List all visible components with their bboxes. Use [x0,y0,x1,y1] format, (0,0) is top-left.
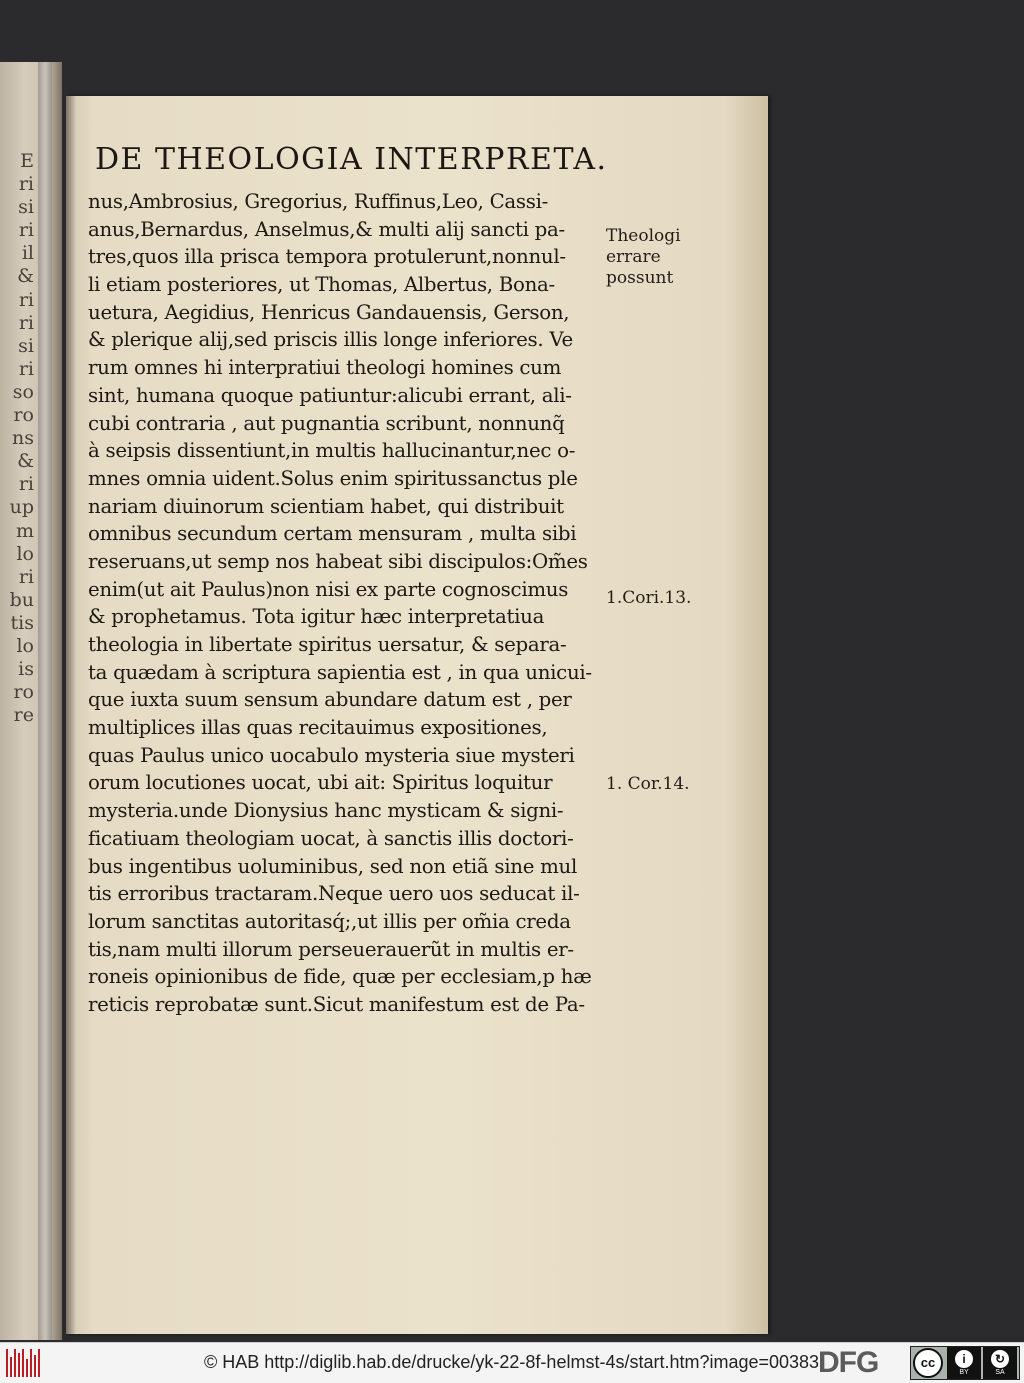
dfg-logo: DFG [818,1346,879,1379]
running-head: DE THEOLOGIA INTERPRETA. [95,142,608,177]
text-line: à seipsis dissentiunt,in multis hallucinantur,nec o- [88,439,576,463]
facing-page-fragment: ns [12,427,34,450]
margin-note-line: Theologi [606,226,681,246]
text-line: ta quædam à scriptura sapientia est , in qua unicui- [88,660,592,684]
copyright-link[interactable]: © HAB http://diglib.hab.de/drucke/yk-22-8f-helmst-4s/start.htm?image=00383 [204,1352,820,1372]
text-line: & plerique alij,sed priscis illis longe inferiores. Ve [88,328,573,352]
facing-page-fragment: ro [13,404,34,427]
facing-page-fragment: si [18,334,34,357]
margin-note-theologi [606,226,716,289]
text-line: multiplices illas quas recitauimus expositiones, [88,716,548,740]
margin-note-line: errare [606,247,661,267]
text-line: enim(ut ait Paulus)non nisi ex parte cognoscimus [88,577,569,601]
cc-by-part [947,1347,981,1379]
facing-page-fragment: il [21,242,34,265]
text-line: que iuxta suum sensum abundare datum est , per [88,688,572,712]
text-line: nus,Ambrosius, Gregorius, Ruffinus,Leo, Cassi- [88,190,549,213]
text-line: tis,nam multi illorum perseuerauerũt in multis er- [88,937,574,961]
facing-page-fragment: ri [18,473,34,496]
facing-page-fragment: re [13,704,34,727]
text-line: mysteria.unde Dionysius hanc mysticam & signi- [88,799,564,823]
facing-page-fragment: so [12,380,34,403]
body-text [88,188,608,1019]
cc-by-label: BY [959,1368,969,1376]
text-line: roneis opinionibus de fide, quæ per ecclesiam,p hæ [88,965,592,989]
page-gutter-shadow [66,96,76,1334]
margin-note-line: possunt [606,268,674,288]
facing-page-fragment: ro [13,681,34,704]
text-line: quas Paulus unico uocabulo mysteria siue mysteri [88,743,575,767]
text-line: omnibus secundum certam mensuram , multa sibi [88,522,577,546]
text-line: cubi contraria , aut pugnantia scribunt, nonnunq̃ [88,411,565,435]
facing-page-fragment: ri [18,219,34,242]
facing-page-fragment: si [18,196,34,219]
text-line: bus ingentibus uoluminibus, sed non etiã sine mul [88,854,578,878]
text-line: li etiam posteriores, ut Thomas, Albertus, Bona- [88,273,555,297]
footer-bar [0,1342,1024,1383]
facing-page-fragment: m [15,519,34,542]
facing-page-fragment: tis [10,611,34,634]
cc-icon: cc [913,1348,943,1378]
library-barcode-icon [6,1349,40,1377]
book-spine [38,62,52,1340]
text-line: rum omnes hi interpratiui theologi homines cum [88,356,562,380]
facing-page-fragment: is [18,658,34,681]
cc-sa-part [983,1347,1017,1379]
margin-note-cor14: 1. Cor.14. [606,774,690,794]
share-alike-icon: ↻ [991,1350,1009,1368]
facing-page-fragment: ri [18,288,34,311]
cc-license-badge[interactable] [910,1346,1020,1380]
facing-page-fragment: & [17,265,34,288]
text-line: tres,quos illa prisca tempora protulerunt,nonnul- [88,245,566,269]
text-line: orum locutiones uocat, ubi ait: Spiritus loquitur [88,771,553,795]
text-line: theologia in libertate spiritus uersatur, & separa- [88,633,567,656]
facing-page-fragment: ri [18,357,34,380]
facing-page-fragments [0,150,34,727]
cc-sa-label: SA [995,1368,1005,1376]
person-icon: i [955,1350,973,1368]
margin-note-cor13: 1.Cori.13. [606,588,692,608]
facing-page-fragment: & [17,450,34,473]
facing-page-fragment: lo [16,542,34,565]
text-line: tis erroribus tractaram.Neque uero uos seducat il- [88,882,580,906]
text-line: uetura, Aegidius, Henricus Gandauensis, Gerson, [88,300,570,324]
facing-page-fragment: ri [18,311,34,334]
facing-page-fragment: ri [18,173,34,196]
text-line: anus,Bernardus, Anselmus,& multi alij sancti pa- [88,217,565,241]
text-line: & prophetamus. Tota igitur hæc interpretatiua [88,605,545,629]
facing-page-fragment: ri [18,565,34,588]
facing-page-fragment: up [9,496,34,519]
text-line: reticis reprobatæ sunt.Sicut manifestum est de Pa- [88,992,585,1016]
text-line: reseruans,ut semp nos habeat sibi discipulos:Om̃es [88,549,588,573]
text-line: nariam diuinorum scientiam habet, qui distribuit [88,494,564,518]
text-line: mnes omnia uident.Solus enim spiritussanctus ple [88,466,578,490]
facing-page-fragment: bu [9,588,34,611]
text-line: sint, humana quoque patiuntur:alicubi errant, ali- [88,383,572,407]
facing-page-fragment: E [20,150,34,172]
text-line: lorum sanctitas autoritasq́;,ut illis per om̃ia creda [88,909,571,933]
facing-page-fragment: lo [16,634,34,657]
text-line: ficatiuam theologiam uocat, à sanctis illis doctori- [88,826,574,850]
